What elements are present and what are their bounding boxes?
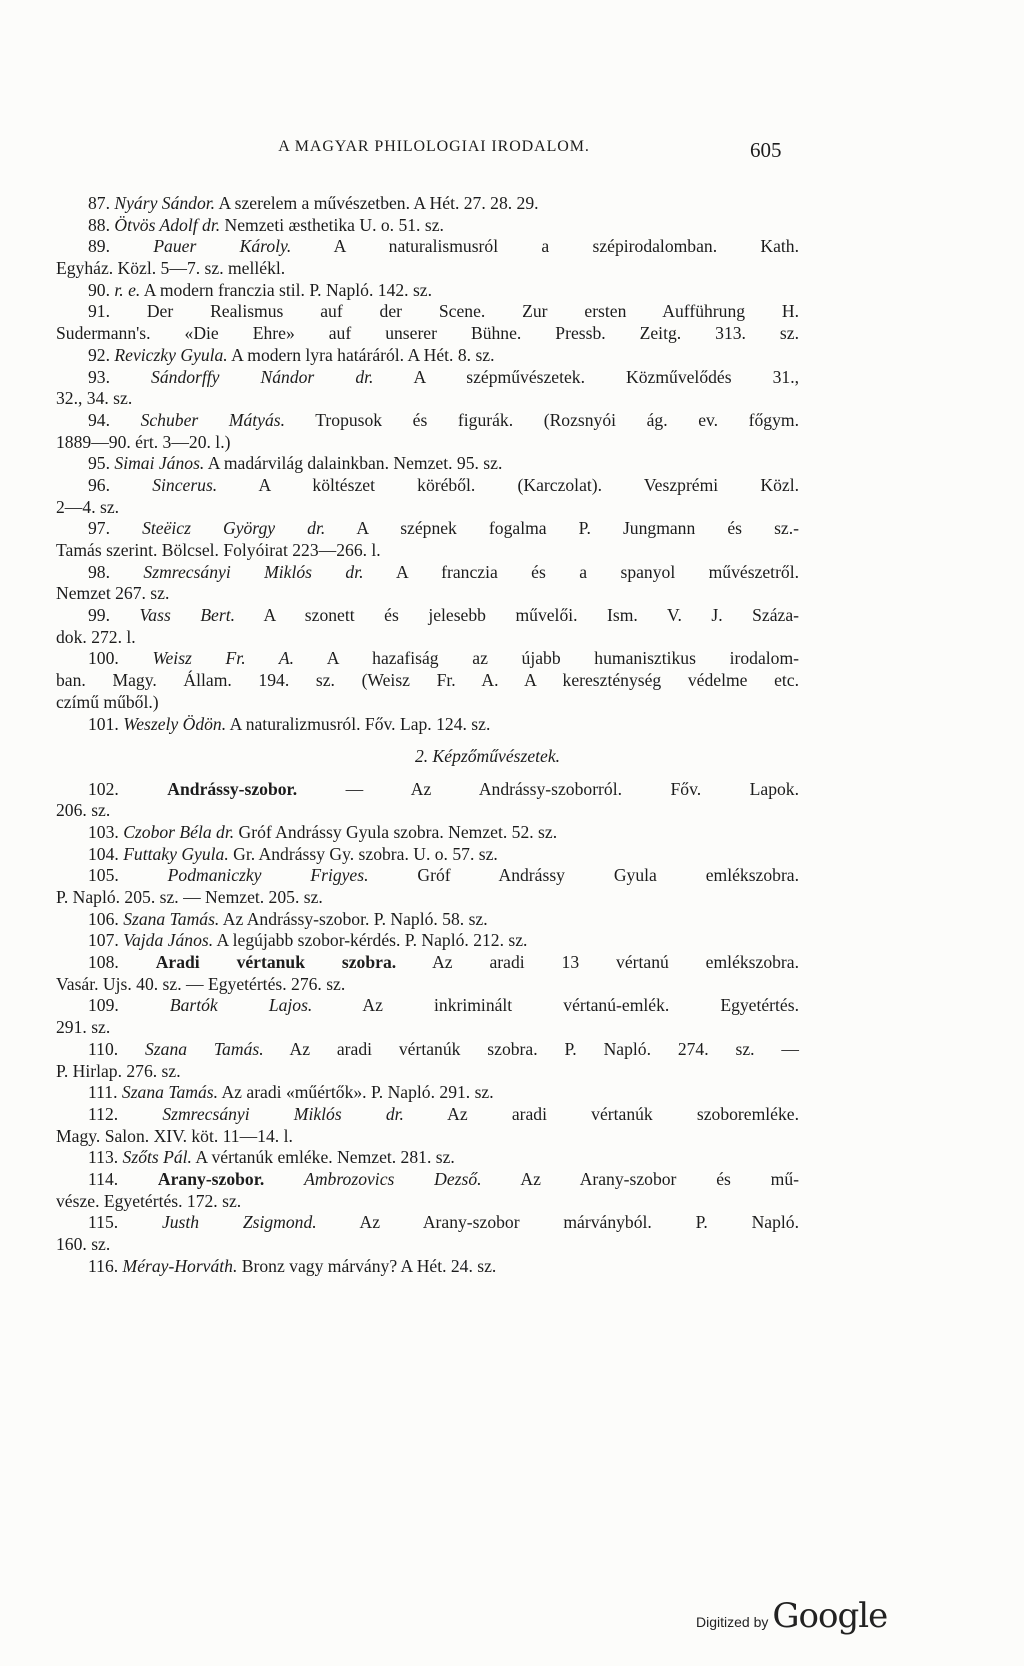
- author-name: Justh Zsigmond.: [161, 1212, 317, 1233]
- text-run: A naturalizmusról. Főv. Lap. 124. sz.: [226, 713, 491, 734]
- author-name: Vajda János.: [123, 930, 214, 951]
- text-line: [56, 648, 799, 670]
- text-line: [56, 1017, 799, 1039]
- text-run: 291. sz.: [56, 1017, 111, 1038]
- text-run: A modern franczia stil. P. Napló. 142. sz.: [140, 279, 433, 300]
- text-run: Magy. Salon. XIV. köt. 11—14. l.: [56, 1125, 293, 1146]
- text-run: Vasár. Ujs. 40. sz. — Egyetértés. 276. sz.: [56, 973, 346, 994]
- author-name: Czobor Béla dr.: [123, 821, 235, 842]
- text-run: A naturalismusról a szépirodalomban. Kath.: [291, 236, 800, 257]
- author-name: r. e.: [114, 279, 141, 300]
- text-run: 99.: [88, 605, 140, 626]
- text-run: A franczia és a spanyol művészetről.: [363, 561, 800, 582]
- text-line: [56, 323, 799, 345]
- author-name: Szőts Pál.: [122, 1147, 192, 1168]
- text-line: [56, 1104, 799, 1126]
- text-run: Az aradi vértanúk szoboremléke.: [403, 1103, 799, 1124]
- text-run: 106.: [88, 908, 124, 929]
- text-line: [56, 236, 799, 258]
- text-line: [56, 345, 799, 367]
- text-run: 102.: [88, 778, 168, 799]
- text-run: A szépművészetek. Közművelődés 31.,: [373, 366, 800, 387]
- text-line: [56, 1191, 799, 1213]
- text-run: 93.: [88, 366, 152, 387]
- text-run: 87.: [88, 193, 115, 213]
- text-line: [56, 1126, 799, 1148]
- running-head: A MAGYAR PHILOLOGIAI IRODALOM.: [278, 138, 590, 155]
- text-run: 104.: [88, 843, 124, 864]
- text-line: [56, 540, 799, 562]
- text-run: Az Andrássy-szobor. P. Napló. 58. sz.: [219, 908, 488, 929]
- text-run: Az aradi «műértők». P. Napló. 291. sz.: [218, 1082, 494, 1103]
- author-name: Podmaniczky Frigyes.: [167, 865, 369, 886]
- text-run: Gróf Andrássy Gyula szobra. Nemzet. 52. sz.: [234, 821, 558, 842]
- text-run: 107.: [88, 930, 124, 951]
- author-name: Weisz Fr. A.: [152, 648, 295, 669]
- author-name: Szmrecsányi Miklós dr.: [143, 561, 364, 582]
- digitized-watermark: [696, 1596, 887, 1636]
- google-logo: Google: [772, 1596, 888, 1636]
- author-name: Szmrecsányi Miklós dr.: [162, 1103, 404, 1124]
- text-line: [56, 1147, 799, 1169]
- text-line: [56, 605, 799, 627]
- text-run: A madárvilág dalainkban. Nemzet. 95. sz.: [204, 453, 503, 474]
- text-run: Az aradi 13 vértanú emlékszobra.: [396, 952, 799, 973]
- text-line: [56, 670, 799, 692]
- text-run: 108.: [88, 952, 156, 973]
- text-line: [56, 1061, 799, 1083]
- text-line: [56, 844, 799, 866]
- author-name: Simai János.: [114, 453, 205, 474]
- text-line: [56, 627, 799, 649]
- text-run: dok. 272. l.: [56, 626, 136, 647]
- bibliography-list: [56, 193, 799, 1277]
- text-run: 110.: [88, 1038, 145, 1059]
- text-run: Az Arany-szobor márványból. P. Napló.: [316, 1212, 799, 1233]
- text-run: 109.: [88, 995, 170, 1016]
- text-run: Nemzet 267. sz.: [56, 583, 170, 604]
- text-line: [56, 714, 799, 736]
- text-run: Gr. Andrássy Gy. szobra. U. o. 57. sz.: [228, 843, 498, 864]
- text-run: Az Arany-szobor és mű-: [481, 1168, 799, 1189]
- text-line: [56, 410, 799, 432]
- text-run: A szonett és jelesebb művelői. Ism. V. J. Száza-: [235, 605, 800, 626]
- text-line: [56, 692, 799, 714]
- author-name: Sándorffy Nándor dr.: [151, 366, 374, 387]
- text-run: P. Napló. 205. sz. — Nemzet. 205. sz.: [56, 887, 323, 908]
- author-name: Pauer Károly.: [153, 236, 292, 257]
- text-line: [56, 215, 799, 237]
- text-run: ban. Magy. Állam. 194. sz. (Weisz Fr. A. A kereszténység védelme etc.: [56, 670, 799, 691]
- text-run: 96.: [88, 474, 153, 495]
- text-line: [56, 887, 799, 909]
- text-line: [56, 1256, 799, 1278]
- text-line: [56, 1212, 799, 1234]
- page-header: [56, 138, 792, 172]
- text-run: Gróf Andrássy Gyula emlékszobra.: [368, 865, 800, 886]
- text-run: 103.: [88, 821, 124, 842]
- text-run: 92.: [88, 344, 115, 365]
- text-run: 88.: [88, 214, 115, 235]
- text-line: [56, 1039, 799, 1061]
- text-line: [56, 909, 799, 931]
- author-name: Szana Tamás.: [123, 908, 220, 929]
- author-name: Vass Bert.: [139, 605, 236, 626]
- section-heading: 2. Képzőművészetek.: [414, 746, 561, 767]
- author-name: Reviczky Gyula.: [114, 344, 228, 365]
- text-run: Egyház. Közl. 5—7. sz. mellékl.: [56, 258, 286, 279]
- author-name: Ambrozovics Dezső.: [304, 1168, 482, 1189]
- text-line: [56, 1234, 799, 1256]
- text-run: 160. sz.: [56, 1234, 111, 1255]
- text-line: [56, 367, 799, 389]
- text-run: 97.: [88, 518, 143, 539]
- text-line: [56, 822, 799, 844]
- subject-heading: Aradi vértanuk szobra.: [155, 952, 397, 973]
- text-run: 100.: [88, 648, 153, 669]
- text-run: [264, 1169, 304, 1189]
- text-run: 94.: [88, 409, 141, 430]
- text-run: 111.: [88, 1082, 122, 1103]
- text-line: [56, 388, 799, 410]
- text-line: [56, 865, 799, 887]
- text-run: Az inkriminált vértanú-emlék. Egyetértés.: [312, 995, 799, 1016]
- text-run: 98.: [88, 561, 144, 582]
- text-run: Az aradi vértanúk szobra. P. Napló. 274. sz. —: [263, 1038, 799, 1059]
- text-run: 112.: [88, 1103, 163, 1124]
- text-run: 113.: [88, 1147, 123, 1168]
- text-run: 2—4. sz.: [56, 496, 120, 517]
- text-run: 89.: [88, 236, 154, 257]
- text-line: [56, 1082, 799, 1104]
- text-run: vésze. Egyetértés. 172. sz.: [56, 1190, 242, 1211]
- text-line: [56, 280, 799, 302]
- text-run: 95.: [88, 453, 115, 474]
- text-run: Nemzeti æsthetika U. o. 51. sz.: [220, 214, 444, 235]
- text-run: A modern lyra határáról. A Hét. 8. sz.: [227, 344, 495, 365]
- text-line: [56, 800, 799, 822]
- author-name: Sincerus.: [152, 474, 218, 495]
- text-run: 91. Der Realismus auf der Scene. Zur ersten Aufführung H.: [88, 301, 799, 322]
- text-run: Sudermann's. «Die Ehre» auf unserer Bühne. Pressb. Zeitg. 313. sz.: [56, 323, 799, 344]
- page-number: 605: [750, 138, 782, 162]
- text-run: — Az Andrássy-szoborról. Főv. Lapok.: [297, 778, 799, 799]
- text-run: A legújabb szobor-kérdés. P. Napló. 212. sz.: [213, 930, 528, 951]
- author-name: Bartók Lajos.: [169, 995, 313, 1016]
- text-run: 101.: [88, 713, 124, 734]
- subject-heading: Arany-szobor.: [157, 1168, 265, 1189]
- digitized-label: Digitized by: [696, 1614, 769, 1630]
- text-run: 90.: [88, 279, 115, 300]
- author-name: Szana Tamás.: [121, 1082, 219, 1103]
- author-name: Nyáry Sándor.: [114, 193, 216, 213]
- text-run: Tamás szerint. Bölcsel. Folyóirat 223—266. l.: [56, 540, 381, 560]
- text-line: [56, 1169, 799, 1191]
- text-line: [56, 475, 799, 497]
- text-run: czímű műből.): [56, 691, 159, 712]
- text-line: [56, 301, 799, 323]
- text-line: [56, 995, 799, 1017]
- author-name: Ötvös Adolf dr.: [114, 214, 221, 235]
- text-run: A szerelem a művészetben. A Hét. 27. 28. 29.: [215, 193, 539, 213]
- text-run: Tropusok és figurák. (Rozsnyói ág. ev. főgym.: [285, 409, 799, 430]
- author-name: Weszely Ödön.: [123, 713, 227, 734]
- author-name: Steëicz György dr.: [142, 518, 326, 539]
- text-run: 105.: [88, 865, 168, 886]
- author-name: Szana Tamás.: [145, 1038, 264, 1059]
- text-run: A hazafiság az újabb humanisztikus irodalom-: [294, 648, 799, 669]
- subject-heading: Andrássy-szobor.: [167, 778, 298, 799]
- text-line: [56, 562, 799, 584]
- text-line: [56, 193, 799, 215]
- text-run: Bronz vagy márvány? A Hét. 24. sz.: [237, 1255, 497, 1276]
- author-name: Schuber Mátyás.: [140, 409, 286, 430]
- text-line: [56, 974, 799, 996]
- text-line: [56, 497, 799, 519]
- text-run: A költészet köréből. (Karczolat). Veszprémi Közl.: [217, 474, 800, 495]
- text-line: [56, 432, 799, 454]
- text-run: 1889—90. ért. 3—20. l.): [56, 431, 231, 452]
- text-run: 115.: [88, 1212, 162, 1233]
- text-line: [56, 930, 799, 952]
- text-line: [56, 518, 799, 540]
- text-run: 116.: [88, 1255, 123, 1276]
- author-name: Méray-Horváth.: [122, 1255, 238, 1276]
- text-run: P. Hirlap. 276. sz.: [56, 1060, 181, 1081]
- text-run: 206. sz.: [56, 800, 111, 821]
- text-run: 32., 34. sz.: [56, 388, 133, 409]
- text-line: [56, 952, 799, 974]
- text-line: [56, 453, 799, 475]
- text-run: A szépnek fogalma P. Jungmann és sz.-: [325, 518, 799, 539]
- text-run: 114.: [88, 1168, 158, 1189]
- text-line: [56, 779, 799, 801]
- text-line: [56, 258, 799, 280]
- author-name: Futtaky Gyula.: [123, 843, 229, 864]
- text-run: A vértanúk emléke. Nemzet. 281. sz.: [191, 1147, 455, 1168]
- text-line: [56, 583, 799, 605]
